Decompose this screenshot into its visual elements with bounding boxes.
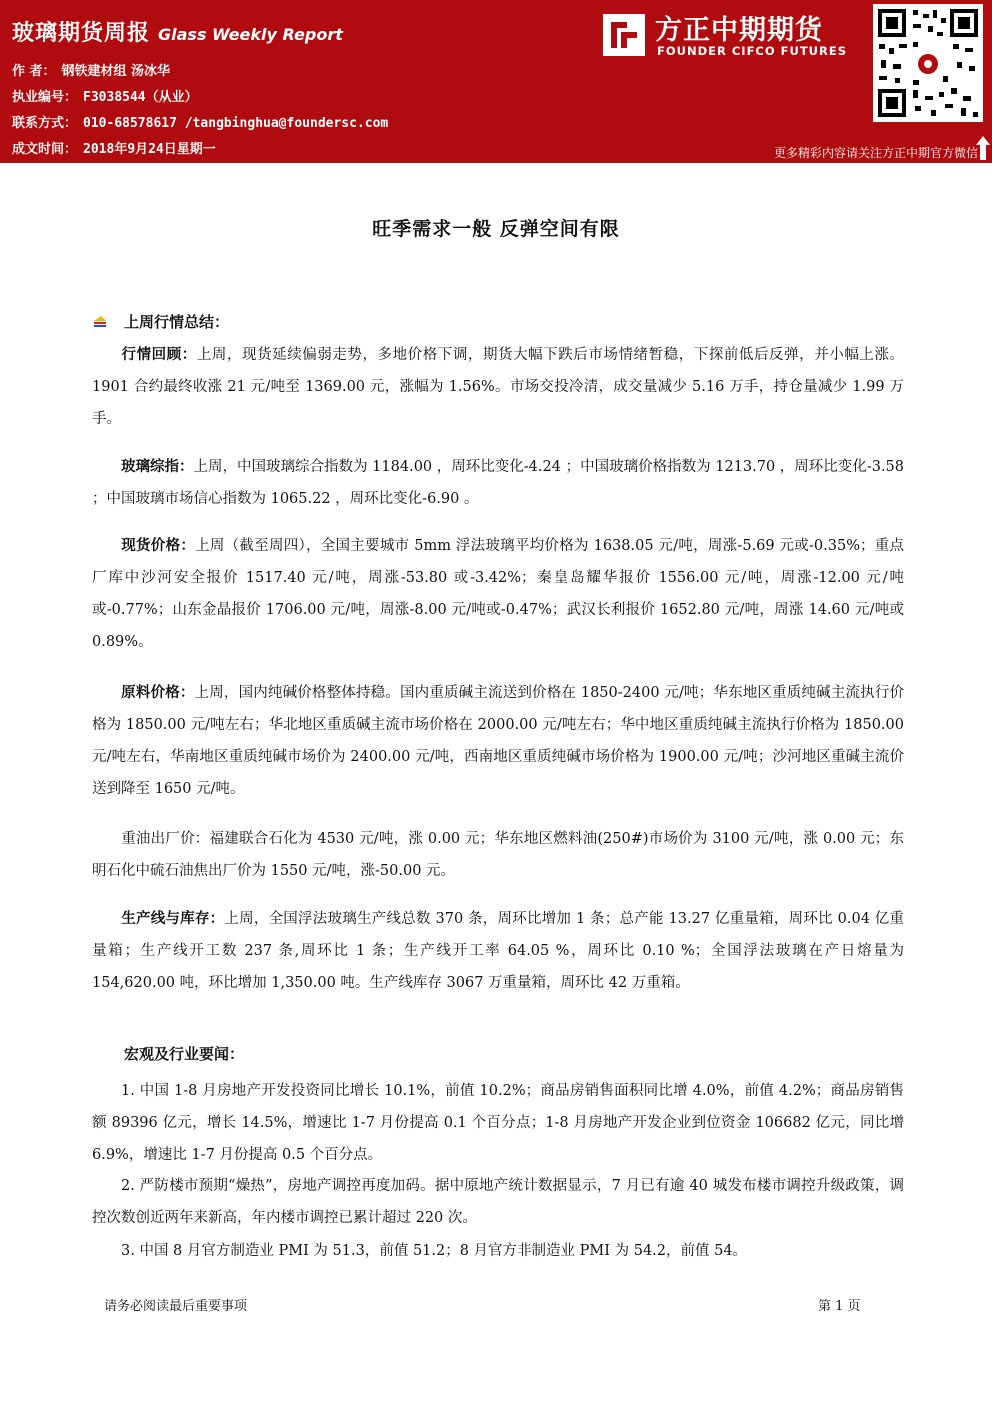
paragraph-text: 上周，中国玻璃综合指数为 1184.00 ，周环比变化-4.24 ；中国玻璃价格指数为 1213.70 ，周环比变化-3.58 ；中国玻璃市场信心指数为 1065.22 ，周环比变化-6.90 。: [92, 459, 905, 507]
macro-item-3: [92, 1235, 904, 1267]
paragraph-label: 现货价格：: [121, 538, 196, 554]
contact-row: [12, 112, 388, 131]
footer-disclaimer: 请务必阅读最后重要事项: [104, 1299, 248, 1314]
paragraph-raw-material: [92, 677, 904, 805]
section-title: 上周行情总结：: [124, 313, 230, 331]
report-main-title: 旺季需求一般 反弹空间有限: [372, 218, 620, 240]
macro-item-1: [92, 1075, 904, 1171]
macro-news-title: 宏观及行业要闻：: [124, 1045, 245, 1063]
license-row: [12, 86, 198, 105]
author-label: 作 者：: [12, 64, 56, 79]
paragraph-heavy-oil: [92, 823, 904, 887]
report-title-banner: [12, 16, 343, 47]
macro-item-2: [92, 1170, 904, 1234]
date-row: [12, 138, 216, 157]
macro-item-text: 2. 严防楼市预期“燥热”，房地产调控再度加码。据中原地产统计数据显示，7 月已有逾 40 城发布楼市调控升级政策，调控次数创近两年来新高，年内楼市调控已累计超过 220 次。: [92, 1178, 904, 1226]
author-value: 钢铁建材组 汤冰华: [61, 64, 171, 79]
author-row: [12, 60, 170, 79]
report-header: [0, 0, 992, 163]
paragraph-text: 上周，现货延续偏弱走势，多地价格下调，期货大幅下跌后市场情绪暂稳，下探前低后反弹，并小幅上涨。1901 合约最终收涨 21 元/吨至 1369.00 元，涨幅为 1.56%。市场交投冷清，成交量减少 5.16 万手，持仓量减少 1.99 万手。: [92, 347, 905, 427]
macro-item-text: 3. 中国 8 月官方制造业 PMI 为 51.3，前值 51.2；8 月官方非制造业 PMI 为 54.2，前值 54。: [121, 1243, 748, 1259]
page-number: 第 1 页: [818, 1299, 861, 1314]
up-arrow-icon: [976, 136, 990, 160]
contact-label: 联系方式：: [12, 116, 78, 131]
license-label: 执业编号：: [12, 90, 78, 105]
paragraph-label: 原料价格：: [121, 685, 195, 701]
paragraph-label: 玻璃综指：: [121, 459, 194, 475]
brand-name-cn: 方正中期期货: [655, 15, 823, 46]
report-title-cn: 玻璃期货周报: [12, 21, 151, 46]
paragraph-text: 上周（截至周四），全国主要城市 5mm 浮法玻璃平均价格为 1638.05 元/吨，周涨-5.69 元或-0.35%；重点厂库中沙河安全报价 1517.40 元/吨，周涨-53.80 或-3.42%；秦皇岛耀华报价 1556.00 元/吨，周涨-12.00 元/吨或-0.77%；山东金晶报价 1706.00 元/吨，周涨-8.00 元/吨或-0.47%；武汉长利报价 1652.80 元/吨，周涨 14.60 元/吨或 0.89%。: [92, 538, 905, 650]
macro-item-text: 1. 中国 1-8 月房地产开发投资同比增长 10.1%，前值 10.2%；商品房销售面积同比增 4.0%，前值 4.2%；商品房销售额 89396 亿元，增长 14.5%，增速比 1-7 月份提高 0.1 个百分点；1-8 月房地产开发企业到位资金 106682 亿元，同比增 6.9%，增速比 1-7 月份提高 0.5 个百分点。: [92, 1083, 904, 1163]
wechat-follow-note: 更多精彩内容请关注方正中期官方微信: [773, 146, 978, 160]
paragraph-text: 重油出厂价：福建联合石化为 4530 元/吨，涨 0.00 元；华东地区燃料油(250#)市场价为 3100 元/吨，涨 0.00 元；东明石化中硫石油焦出厂价为 1550 元/吨，涨-50.00 元。: [92, 831, 904, 879]
founder-logo-icon: [603, 14, 645, 56]
contact-value: 010-68578617 /tangbinghua@foundersc.com: [83, 116, 389, 131]
date-value: 2018年9月24日星期一: [83, 142, 216, 157]
paragraph-label: 生产线与库存：: [121, 911, 225, 927]
wechat-qr-code: [873, 4, 983, 122]
paragraph-text: 上周，全国浮法玻璃生产线总数 370 条，周环比增加 1 条；总产能 13.27 亿重量箱，周环比 0.04 亿重量箱；生产线开工数 237 条,周环比 1 条；生产线开工率 64.05 %，周环比 0.10 %；全国浮法玻璃在产日熔量为 154,620.00 吨，环比增加 1,350.00 吨。生产线库存 3067 万重量箱，周环比 42 万重箱。: [92, 911, 904, 991]
report-title-en: Glass Weekly Report: [158, 25, 343, 44]
brand-name-en: FOUNDER CIFCO FUTURES: [657, 44, 848, 58]
paragraph-market-review: [92, 339, 904, 435]
paragraph-production-inventory: [92, 903, 904, 999]
license-value: F3038544（从业）: [83, 90, 198, 105]
paragraph-label: 行情回顾：: [121, 347, 197, 363]
section-bullet-icon: [92, 312, 108, 328]
paragraph-spot-price: [92, 530, 904, 658]
paragraph-glass-index: [92, 451, 904, 515]
date-label: 成文时间：: [12, 142, 78, 157]
paragraph-text: 上周，国内纯碱价格整体持稳。国内重质碱主流送到价格在 1850-2400 元/吨；华东地区重质纯碱主流执行价格为 1850.00 元/吨左右；华北地区重质碱主流市场价格在 2000.00 元/吨左右；华中地区重质纯碱主流执行价格为 1850.00 元/吨左右，华南地区重质纯碱市场价为 2400.00 元/吨，西南地区重质纯碱市场价格为 1900.00 元/吨；沙河地区重碱主流价送到降至 1650 元/吨。: [92, 685, 904, 797]
